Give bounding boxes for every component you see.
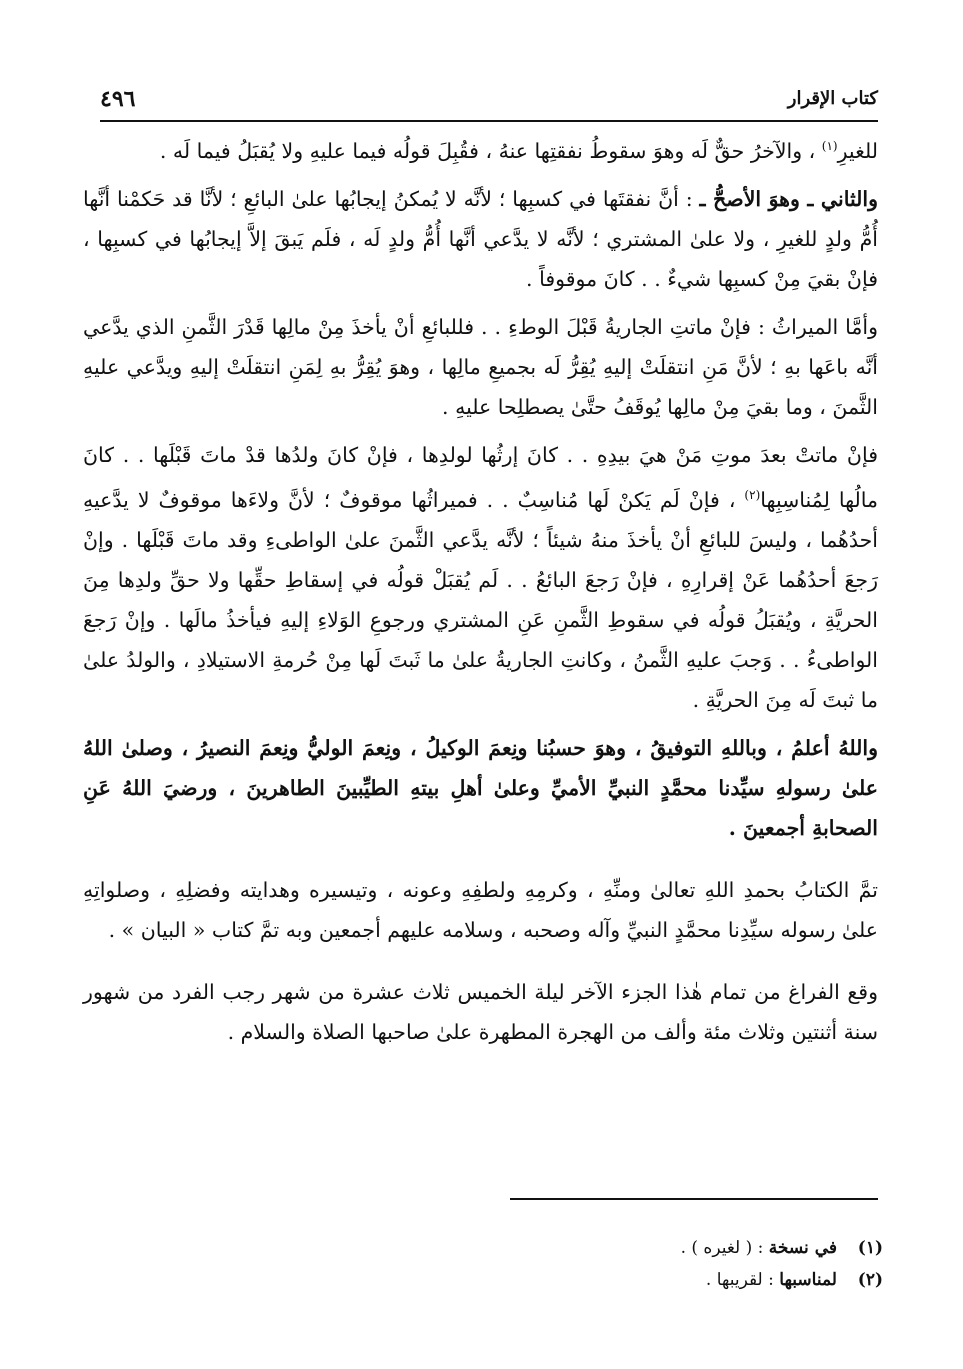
footnote-1 bbox=[463, 1232, 883, 1264]
running-header bbox=[100, 88, 878, 118]
footnotes bbox=[463, 1232, 883, 1296]
footnote-2 bbox=[463, 1264, 883, 1296]
footnote-rule bbox=[510, 1198, 878, 1200]
paragraph-1-text: للغيرِ bbox=[837, 138, 878, 163]
footnote-marker-2: (٢) bbox=[744, 487, 761, 502]
paragraph-3-text: وأمَّا الميراثُ : فإنْ ماتتِ الجاريةُ قَبْلَ الوطءِ . . فللبائعِ أنْ يأخذَ مِنْ مالِها قَدْرَ الثَّمنِ الذي يدَّعي أنَّه باعَها بهِ ؛ لأنَّ مَنِ انتقلَتْ إليهِ يُقِرُّ لَه بجميعِ مالِها ، وهوَ يُقِرُّ بهِ لِمَنِ انتقلَتْ إليهِ ويدَّعي عليهِ الثَّمنَ ، وما بقيَ مِنْ مالِها يُوقَفُ حتَّىٰ يصطلِحا عليهِ . bbox=[83, 314, 878, 419]
footnote-1-key: في نسخة bbox=[768, 1238, 837, 1258]
closing-prayer: واللهُ أعلمُ ، وباللهِ التوفيقُ ، وهوَ حسبُنا ونِعمَ الوكيلُ ، ونِعمَ الوليُّ ونِعمَ النصيرُ ، وصلىٰ اللهُ علىٰ رسولهِ سيِّدنا محمَّدٍ النبيِّ الأميِّ وعلىٰ أهلِ بيتهِ الطيِّبينَ الطاهرينَ ، ورضيَ اللهُ عَنِ الصحابةِ أجمعينَ . bbox=[83, 735, 878, 840]
paragraph-4-rest: ، فإنْ لَم يَكنْ لَها مُناسِبٌ . . فميراثُها موقوفٌ ؛ لأنَّ ولاءَها موقوفٌ لا يدَّعيهِ أحدُهُما ، وليسَ للبائعِ أنْ يأخذَ منهُ شيئاً ؛ لأنَّه يدَّعي الثَّمنَ علىٰ الواطىءِ وقد ماتَ قَبْلَها . وإنْ رَجعَ أحدُهُما عَنْ إقرارِهِ ، فإنْ رَجعَ البائعُ . . لَم يُقبَلْ قولُه في إسقاطِ حقِّها ولا حقِّ ولدِها مِنَ الحريَّةِ ، ويُقبَلُ قولُه في سقوطِ الثَّمنِ عَنِ المشتري ورجوعِ الوَلاءِ إليهِ فيأخذُ مالَها . وإنْ رَجعَ الواطىءُ . . وَجبَ عليهِ الثَّمنُ ، وكانتِ الجاريةُ علىٰ ما ثَبتَ لَها مِنْ حُرمةِ الاستيلادِ ، والولدُ علىٰ ما ثبتَ لَه مِنَ الحريَّةِ . bbox=[83, 487, 878, 712]
completion-note: وقع الفراغ من تمام هٰذا الجزء الآخر ليلة الخميس ثلاث عشرة من شهر رجب الفرد من شهور سنة أثنتين وثلاث مئة وألف من الهجرة المطهرة علىٰ صاحبها الصلاة والسلام . bbox=[83, 979, 878, 1044]
header-rule bbox=[100, 120, 878, 122]
footnote-1-text: : ( لغيره ) . bbox=[680, 1238, 769, 1258]
paragraph-1-rest: ، والآخرُ حقٌّ لَه وهوَ سقوطُ نفقتِها عنهُ ، فقُبِلَ قولُه فيما عليهِ ولا يُقبَلُ فيما لَه . bbox=[159, 138, 822, 163]
paragraph-1 bbox=[83, 126, 878, 171]
paragraph-3 bbox=[83, 307, 878, 427]
paragraph-4 bbox=[83, 435, 878, 720]
footnote-2-text: : لقريبها . bbox=[705, 1270, 780, 1290]
page-number: ٤٩٦ bbox=[100, 86, 136, 112]
header-title: كتاب الإقرار bbox=[787, 88, 878, 109]
main-text bbox=[83, 126, 878, 1052]
footnote-2-number: (٢) bbox=[857, 1270, 883, 1290]
paragraph-4-text: فإنْ ماتتْ بعدَ موتِ مَنْ هيَ بيدِهِ . . كانَ إرثُها لولدِها ، فإنْ كانَ ولدُها قدْ ماتَ قَبْلَها . . كانَ مالُها لِمُناسِبِها bbox=[83, 442, 878, 512]
footnote-marker-1: (١) bbox=[821, 139, 838, 153]
colophon: تمَّ الكتابُ بحمدِ اللهِ تعالىٰ ومنِّهِ ، وكرمِهِ ولطفِهِ وعونه ، وتيسيره وهدايته وفضلِهِ ، وصلواتِهِ علىٰ رسوله سيِّدِنا محمَّدٍ النبيِّ وآله وصحبه ، وسلامه عليهم أجمعين وبه تمَّ كتاب « البيان » . bbox=[83, 877, 878, 942]
paragraph-2-lead: والثاني ـ وهوَ الأصحُّ ـ bbox=[699, 186, 878, 211]
footnote-1-number: (١) bbox=[857, 1238, 883, 1258]
footnote-2-key: لمناسبها bbox=[779, 1270, 837, 1290]
paragraph-2-text: : أنَّ نفقتَها في كسبِها ؛ لأنَّه لا يُمكنُ إيجابُها علىٰ البائعِ ؛ لأنَّا قد حَكمْنا أنَّها أُمُّ ولدٍ للغيرِ ، ولا علىٰ المشتري ؛ لأنَّه لا يدَّعي أنَّها أُمُّ ولدٍ لَه ، فلَم يَبقَ إلاَّ إيجابُها في كسبِها ، فإنْ بقيَ مِنْ كسبِها شيءٌ . . كانَ موقوفاً . bbox=[83, 186, 878, 291]
paragraph-2 bbox=[83, 179, 878, 299]
